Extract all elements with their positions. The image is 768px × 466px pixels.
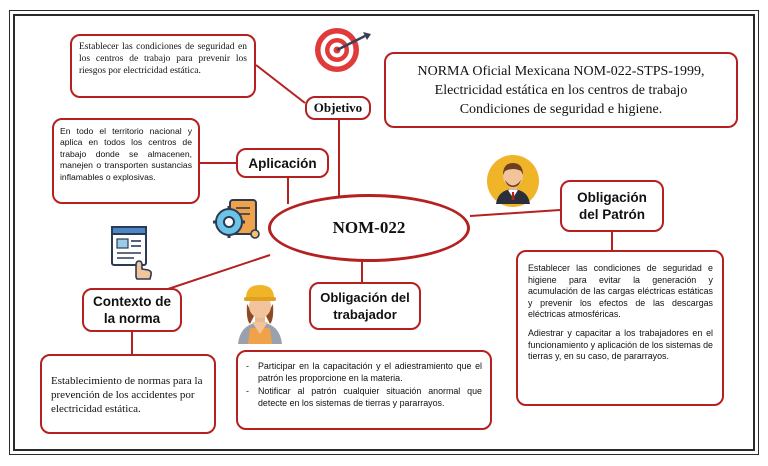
obligacion-trabajador-label-2: trabajador [333, 307, 397, 322]
obligacion-patron-label-1: Obligación [577, 190, 647, 205]
aplicacion-node [236, 148, 329, 178]
boss-avatar-icon [486, 154, 540, 208]
document-hand-icon [110, 225, 156, 281]
trabajador-item-1-text: Participar en la capacitación y el adiestramiento que el patrón les proporcione en la materia. [258, 361, 482, 383]
aplicacion-label: Aplicación [248, 155, 317, 171]
central-node [268, 194, 470, 262]
gear-document-icon [212, 196, 262, 242]
trabajador-item-2 [246, 386, 482, 409]
bullet-dash: - [246, 386, 249, 397]
central-label: NOM-022 [332, 218, 406, 237]
contexto-description: Establecimiento de normas para la prevención de los accidentes por electricidad estática. [51, 375, 203, 415]
title-line-2: Electricidad estática en los centros de trabajo [434, 82, 688, 98]
obligacion-patron-description-box [516, 250, 724, 406]
objetivo-description-box [70, 34, 256, 98]
objetivo-description: Establecer las condiciones de seguridad en los centros de trabajo para prevenir los riesgos por electricidad estática. [79, 42, 247, 76]
worker-avatar-icon [234, 282, 286, 344]
title-line-3: Condiciones de seguridad e higiene. [459, 101, 663, 117]
contexto-label-1: Contexto de [92, 294, 171, 309]
line-patron [470, 210, 560, 216]
obligacion-trabajador-description-box [236, 350, 492, 430]
obligacion-patron-label-2: del Patrón [578, 207, 645, 222]
obligacion-patron-para-2: Adiestrar y capacitar a los trabajadores en el funcionamiento y aplicación de los sistemas de tierras y, en su caso, de pararrayos. [528, 327, 713, 362]
objetivo-label: Objetivo [313, 100, 363, 115]
obligacion-trabajador-label-1: Obligación del [320, 290, 410, 305]
objetivo-node [305, 96, 371, 120]
trabajador-item-1 [246, 361, 482, 384]
contexto-node [82, 288, 182, 332]
obligacion-patron-para-1: Establecer las condiciones de seguridad e higiene para evitar la generación y acumulación de las cargas eléctricas estáticas y prevenir los efectos de las descargas eléctricas atmosféricas. [528, 263, 713, 320]
contexto-description-box [40, 354, 216, 434]
target-icon [311, 26, 375, 74]
aplicacion-description: En todo el territorio nacional y aplica en todos los centros de trabajo donde se almacenen, manejen o transporten sustancias inflamables o explosivas. [60, 126, 192, 182]
contexto-label-2: la norma [103, 311, 161, 326]
bullet-dash: - [246, 361, 249, 371]
trabajador-item-2-text: Notificar al patrón cualquier situación anormal que detecte en los sistemas de tierras y pararrayos. [258, 386, 482, 408]
line-objetivo-text [256, 65, 305, 103]
title-line-1: NORMA Oficial Mexicana NOM-022-STPS-1999, [417, 63, 705, 79]
obligacion-trabajador-node [309, 282, 421, 330]
aplicacion-description-box [52, 118, 200, 204]
title-box [384, 52, 738, 128]
obligacion-patron-node [560, 180, 664, 232]
